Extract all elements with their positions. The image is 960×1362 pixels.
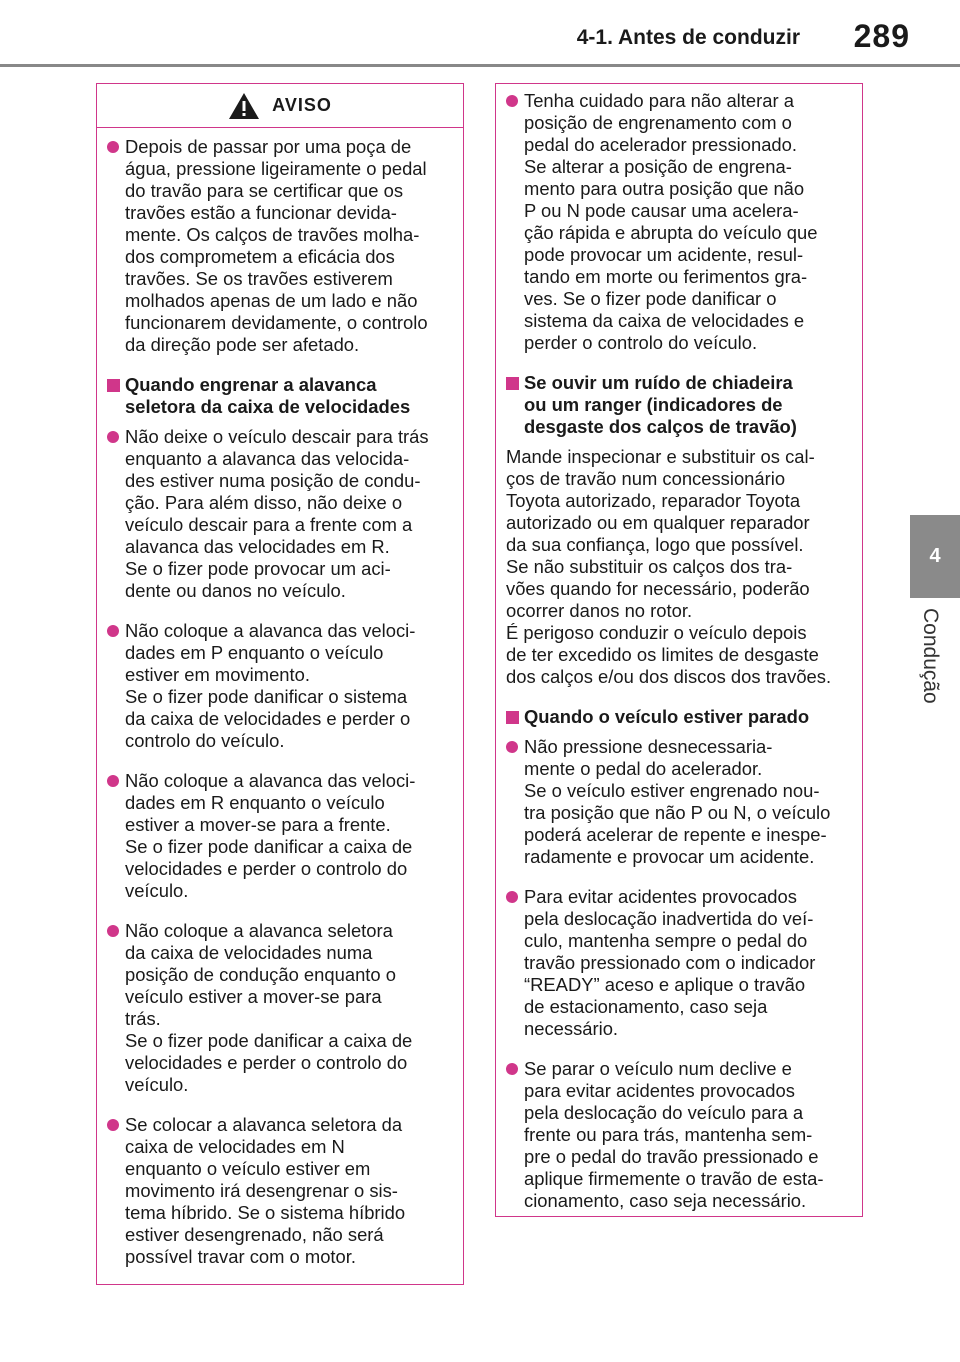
bullet-item: Se colocar a alavanca seletora da caixa de velocidades em N enquanto o veículo estiver em movimento irá desengrenar o sis- tema híbrido. Se o sistema híbrido estiver desengrenado, não será possível travar com o motor. [107,1114,451,1268]
bullet-item: Não pressione desnecessaria- mente o pedal do acelerador. Se o veículo estiver engrenado nou- tra posição que não P ou N, o veículo poderá acelerar de repente e inespe- radamente e provocar um acidente. [506,736,850,868]
bullet-item: Para evitar acidentes provocados pela deslocação inadvertida do veí- culo, mantenha sempre o pedal do travão pressionado com o indicador “READY” aceso e aplique o travão de estacionamento, caso seja necessário. [506,886,850,1040]
page-number: 289 [853,18,910,54]
bullet-item: Não coloque a alavanca das veloci- dades em P enquanto o veículo estiver em movimento. Se o fizer pode danificar o sistema da caixa de velocidades e perder o controlo do veículo. [107,620,451,752]
section-heading: Quando engrenar a alavanca seletora da caixa de velocidades [107,374,451,418]
section-heading: Se ouvir um ruído de chiadeira ou um ranger (indicadores de desgaste dos calços de travão) [506,372,850,438]
chapter-number: 4 [929,545,941,567]
warning-box-left [96,83,464,1285]
left-content [97,128,463,1268]
bullet-item: Depois de passar por uma poça de água, pressione ligeiramente o pedal do travão para se certificar que os travões estão a funcionar devida- mente. Os calços de travões molha- dos comprometem a eficácia dos travões. Se os travões estiverem molhados apenas de um lado e não funcionarem devidamente, o controlo da direção pode ser afetado. [107,136,451,356]
chapter-label: Condução [919,608,942,704]
warning-box-right [495,83,863,1217]
bullet-item: Não deixe o veículo descair para trás enquanto a alavanca das velocida- des estiver numa posição de condu- ção. Para além disso, não deixe o veículo descair para a frente com a alavanca das velocidades em R. Se o fizer pode provocar um aci- dente ou danos no veículo. [107,426,451,602]
paragraph: Mande inspecionar e substituir os cal- ços de travão num concessionário Toyota autorizado, reparador Toyota autorizado ou em qualquer reparador da sua confiança, logo que possível. Se não substituir os calços dos tra- vões quando for necessário, poderão ocorrer danos no rotor. É perigoso conduzir o veículo depois de ter excedido os limites de desgaste dos calços e/ou dos discos dos travões. [506,446,832,687]
chapter-tab [910,515,960,598]
bullet-item: Não coloque a alavanca seletora da caixa de velocidades numa posição de condução enquanto o veículo estiver a mover-se para trás. Se o fizer pode danificar a caixa de velocidades e perder o controlo do veículo. [107,920,451,1096]
warning-header [97,84,463,128]
warning-triangle-icon [228,92,260,120]
right-content [496,84,862,1212]
section-title: 4-1. Antes de conduzir [576,26,800,49]
warning-title: AVISO [272,95,332,115]
bullet-item: Se parar o veículo num declive e para evitar acidentes provocados pela deslocação do veículo para a frente ou para trás, mantenha sem- pre o pedal do travão pressionado e aplique firmemente o travão de esta- cionamento, caso seja necessário. [506,1058,850,1212]
section-heading: Quando o veículo estiver parado [506,706,850,728]
bullet-item: Não coloque a alavanca das veloci- dades em R enquanto o veículo estiver a mover-se para a frente. Se o fizer pode danificar a caixa de velocidades e perder o controlo do veículo. [107,770,451,902]
header-divider [0,64,960,67]
bullet-item: Tenha cuidado para não alterar a posição de engrenamento com o pedal do acelerador pressionado. Se alterar a posição de engrena- mento para outra posição que não P ou N pode causar uma acelera- ção rápida e abrupta do veículo que pode provocar um acidente, resul- tando em morte ou ferimentos gra- ves. Se o fizer pode danificar o sistema da caixa de velocidades e perder o controlo do veículo. [506,90,850,354]
